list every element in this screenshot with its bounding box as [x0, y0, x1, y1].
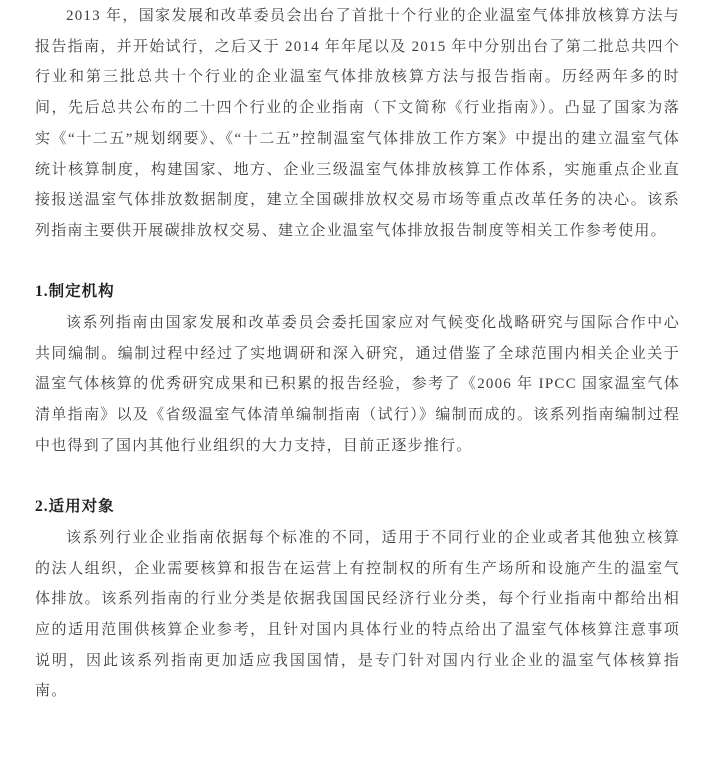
intro-paragraph: 2013 年，国家发展和改革委员会出台了首批十个行业的企业温室气体排放核算方法与报告指南，并开始试行，之后又于 2014 年年尾以及 2015 年中分别出台了第二批总共四个行业和第三批总共十个行业的企业温室气体排放核算方法与报告指南。历经两年多的时间，先后总共公布的二十四个行业的企业指南（下文简称《行业指南》）。凸显了国家为落实《“十二五”规划纲要》、《“十二五”控制温室气体排放工作方案》中提出的建立温室气体统计核算制度，构建国家、地方、企业三级温室气体排放核算工作体系，实施重点企业直接报送温室气体排放数据制度，建立全国碳排放权交易市场等重点改革任务的决心。该系列指南主要供开展碳排放权交易、建立企业温室气体排放报告制度等相关工作参考使用。 — [35, 8, 680, 239]
section-2-body: 该系列行业企业指南依据每个标准的不同，适用于不同行业的企业或者其他独立核算的法人组织，企业需要核算和报告在运营上有控制权的所有生产场所和设施产生的温室气体排放。该系列指南的行业分类是依据我国国民经济行业分类，每个行业指南中都给出相应的适用范围供核算企业参考，且针对国内具体行业的特点给出了温室气体核算注意事项说明，因此该系列指南更加适应我国国情，是专门针对国内行业企业的温室气体核算指南。 — [35, 529, 680, 700]
section-1-body: 该系列指南由国家发展和改革委员会委托国家应对气候变化战略研究与国际合作中心共同编制。编制过程中经过了实地调研和深入研究，通过借鉴了全球范围内相关企业关于温室气体核算的优秀研究成果和已积累的报告经验，参考了《2006 年 IPCC 国家温室气体清单指南》以及《省级温室气体清单编制指南（试行）》编制而成的。该系列指南编制过程中也得到了国内其他行业组织的大力支持，目前正逐步推行。 — [35, 315, 680, 454]
section-1-heading: 1.制定机构 — [35, 283, 115, 301]
section-2-heading: 2.适用对象 — [35, 498, 115, 516]
